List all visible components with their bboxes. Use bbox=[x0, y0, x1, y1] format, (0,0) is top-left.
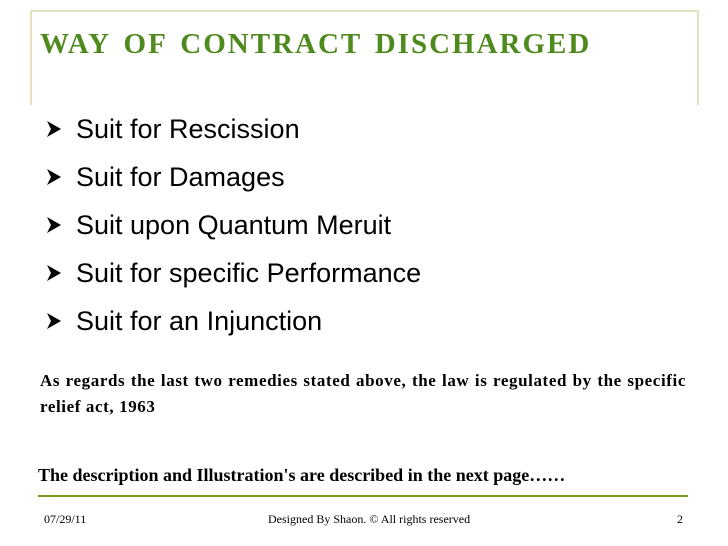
arrowhead-bullet-icon bbox=[46, 312, 76, 330]
title-frame-right-border bbox=[697, 10, 699, 105]
footer-date: 07/29/11 bbox=[44, 512, 87, 526]
bullet-item bbox=[46, 297, 421, 345]
bullet-item bbox=[46, 249, 421, 297]
bullet-text: Suit for specific Performance bbox=[76, 257, 422, 288]
bullet-item bbox=[46, 201, 421, 249]
next-page-notice: The description and Illustration's are described in the next page…… bbox=[38, 465, 566, 485]
bullet-item bbox=[46, 153, 421, 201]
slide-title: way of contract discharged bbox=[40, 17, 592, 63]
arrowhead-bullet-icon bbox=[46, 120, 76, 138]
bullet-item bbox=[46, 105, 421, 153]
title-frame-top-border bbox=[30, 10, 698, 12]
bullet-list bbox=[46, 105, 421, 345]
relief-act-note: As regards the last two remedies stated above, the law is regulated by the specific relief act, 1963 bbox=[40, 371, 686, 416]
title-frame-left-border bbox=[30, 10, 32, 105]
bullet-text: Suit for Rescission bbox=[76, 113, 300, 144]
bullet-text: Suit for Damages bbox=[76, 161, 285, 192]
footer-page-number: 2 bbox=[677, 512, 683, 526]
arrowhead-bullet-icon bbox=[46, 216, 76, 234]
bullet-text: Suit for an Injunction bbox=[76, 305, 323, 336]
arrowhead-bullet-icon bbox=[46, 168, 76, 186]
footer-credit: Designed By Shaon. © All rights reserved bbox=[268, 512, 471, 526]
next-page-underline bbox=[38, 495, 688, 497]
arrowhead-bullet-icon bbox=[46, 264, 76, 282]
bullet-text: Suit upon Quantum Meruit bbox=[76, 209, 392, 240]
